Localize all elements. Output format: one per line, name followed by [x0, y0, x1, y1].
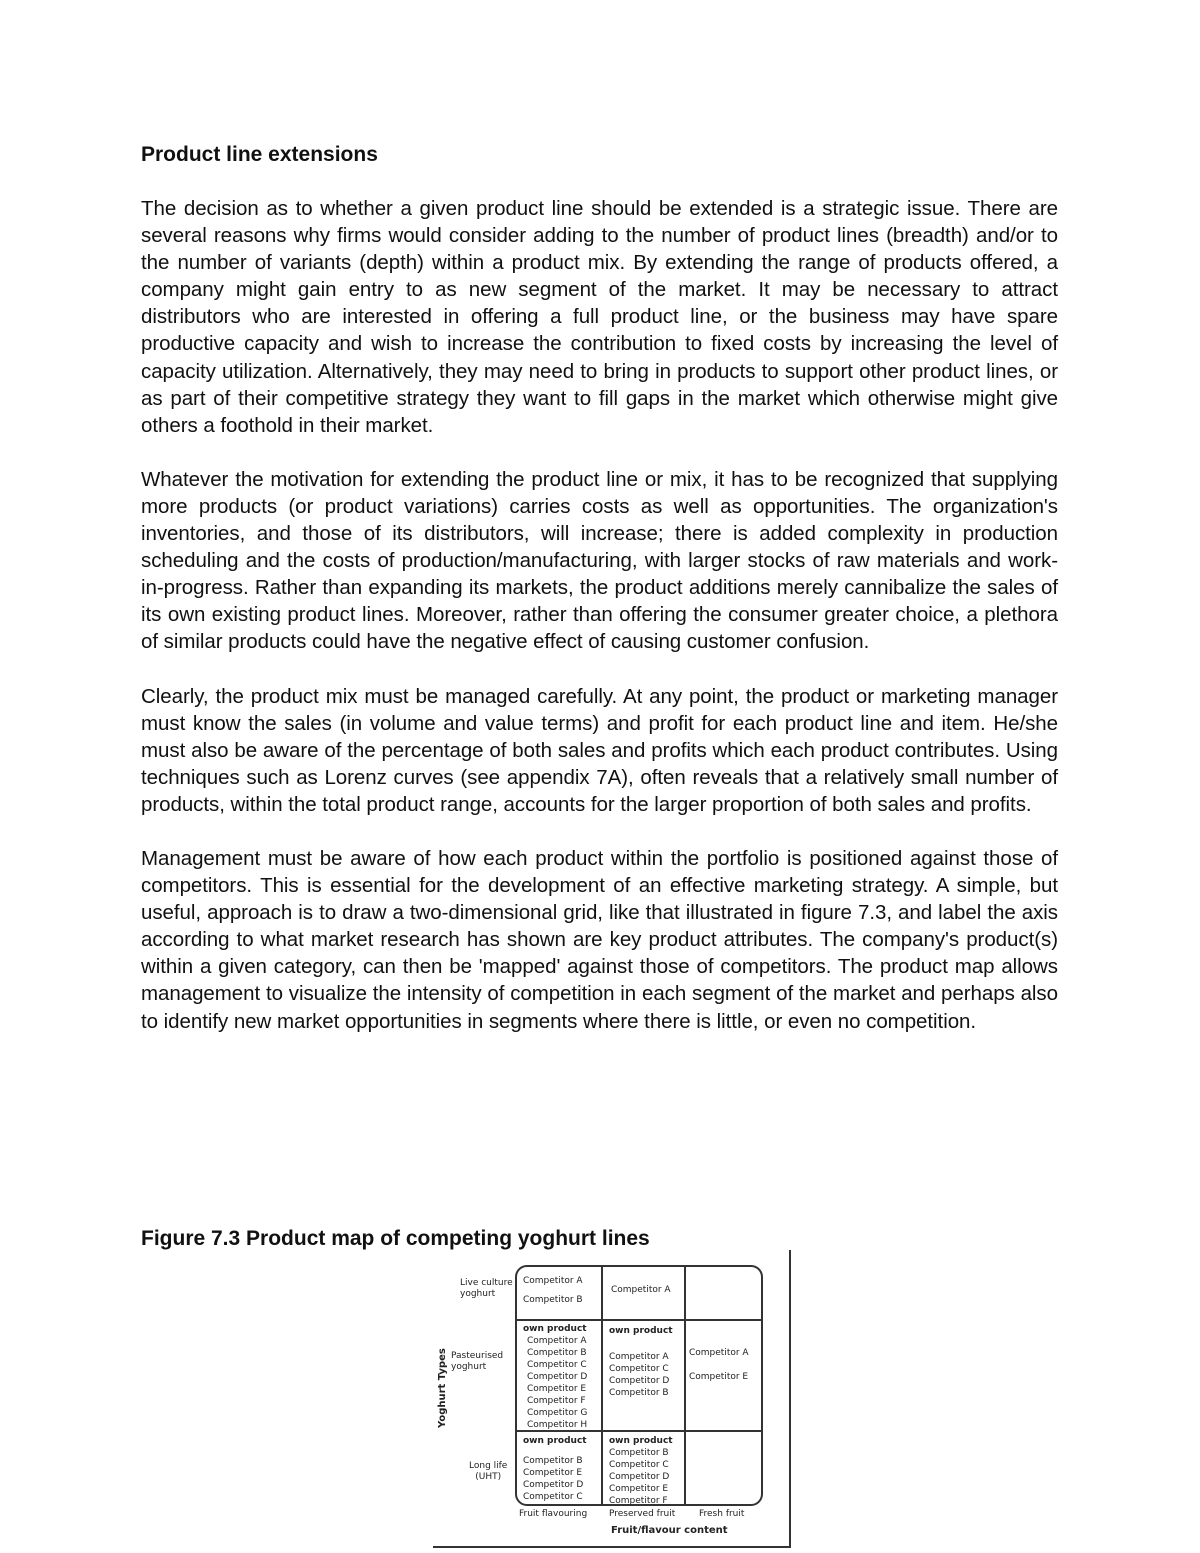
figure-border-right — [789, 1250, 791, 1548]
cell-pasteurised-fresh-fruit — [689, 1347, 749, 1383]
competitor-entry: Competitor D — [523, 1480, 584, 1490]
paragraph-3: Clearly, the product mix must be managed carefully. At any point, the product or marketing manager must know the sales (in volume and value terms) and profit for each product line and item. He/she must also be aware of the percentage of both sales and profits which each product contributes. Using techniques such as Lorenz curves (see appendix 7A), often reveals that a relatively small number of products, within the total product range, accounts for the larger proportion of both sales and profits. — [141, 684, 1058, 816]
column-label-preserved-fruit: Preserved fruit — [609, 1509, 676, 1519]
paragraph-1: The decision as to whether a given product line should be extended is a strategic issue. There are several reasons why firms would consider adding to the number of product lines (breadth) and/or to the number of variants (depth) within a product mix. By extending the range of products offered, a company might gain entry to as new segment of the market. It may be necessary to attract distributors who are interested in offering a full product line, or the business may have spare productive capacity and wish to increase the contribution to fixed costs by increasing the level of capacity utilization. Alternatively, they may need to bring in products to support other product lines, or as part of their competitive strategy they want to fill gaps in the market which otherwise might give others a foothold in their market. — [141, 197, 1058, 437]
competitor-entry: Competitor A — [523, 1276, 583, 1286]
competitor-entry: Competitor B — [609, 1388, 669, 1398]
section-heading: Product line extensions — [141, 143, 378, 166]
row-label-live-culture — [460, 1278, 513, 1300]
product-map-figure — [433, 1250, 793, 1550]
competitor-entry: Competitor E — [689, 1372, 749, 1382]
figure-caption: Figure 7.3 Product map of competing yoghurt lines — [141, 1227, 650, 1250]
x-axis-title: Fruit/flavour content — [611, 1525, 728, 1536]
row-label-line: yoghurt — [460, 1289, 496, 1299]
competitor-entry: Competitor A — [611, 1285, 671, 1295]
grid-divider — [684, 1267, 686, 1504]
competitor-entry: Competitor A — [689, 1348, 749, 1358]
competitor-entry: Competitor G — [527, 1408, 588, 1418]
own-product-entry: own product — [609, 1436, 673, 1446]
row-label-line: Pasteurised — [451, 1351, 504, 1361]
row-label-long-life — [469, 1461, 507, 1483]
competitor-entry: Competitor B — [523, 1295, 583, 1305]
competitor-entry: Competitor A — [527, 1336, 587, 1346]
cell-pasteurised-fruit-flavouring — [523, 1323, 587, 1431]
paragraph-2: Whatever the motivation for extending the product line or mix, it has to be recognized that supplying more products (or product variations) carries costs as well as opportunities. The organization's inventories, and those of its distributors, will increase; there is added complexity in production scheduling and the costs of production/manufacturing, with larger stocks of raw materials and work-in-progress. Rather than expanding its markets, the product additions merely cannibalize the sales of its own existing product lines. Moreover, rather than offering the consumer greater choice, a plethora of similar products could have the negative effect of causing customer confusion. — [141, 467, 1058, 654]
paragraph-4: Management must be aware of how each product within the portfolio is positioned against those of competitors. This is essential for the development of an effective marketing strategy. A simple, but useful, approach is to draw a two-dimensional grid, like that illustrated in figure 7.3, and label the axis according to what market research has shown are key product attributes. The company's product(s) within a given category, can then be 'mapped' against those of competitors. The product map allows management to visualize the intensity of competition in each segment of the market and perhaps also to identify new market opportunities in segments where there is little, or even no competition. — [141, 846, 1058, 1033]
column-label-fresh-fruit: Fresh fruit — [699, 1509, 745, 1519]
competitor-entry: Competitor E — [527, 1384, 587, 1394]
competitor-entry: Competitor C — [527, 1360, 587, 1370]
own-product-entry: own product — [523, 1436, 587, 1446]
competitor-entry: Competitor C — [609, 1364, 669, 1374]
y-axis-title: Yoghurt Types — [437, 1348, 448, 1428]
grid-divider — [517, 1319, 761, 1321]
competitor-entry: Competitor H — [527, 1420, 588, 1430]
grid-divider — [601, 1267, 603, 1504]
document-page — [141, 141, 1058, 1250]
row-label-line: Live culture — [460, 1278, 513, 1288]
competitor-entry: Competitor D — [609, 1472, 670, 1482]
competitor-entry: Competitor E — [523, 1468, 583, 1478]
figure-border-bottom — [433, 1546, 791, 1548]
competitor-entry: Competitor B — [527, 1348, 587, 1358]
own-product-entry: own product — [609, 1326, 673, 1336]
column-label-fruit-flavouring: Fruit flavouring — [519, 1509, 588, 1519]
competitor-entry: Competitor C — [609, 1460, 669, 1470]
product-map-grid — [515, 1265, 763, 1506]
competitor-entry: Competitor A — [609, 1352, 669, 1362]
cell-longlife-fruit-flavouring — [523, 1435, 587, 1503]
own-product-entry: own product — [523, 1324, 587, 1334]
competitor-entry: Competitor E — [609, 1484, 669, 1494]
row-label-pasteurised — [451, 1351, 503, 1373]
competitor-entry: Competitor C — [523, 1492, 583, 1502]
competitor-entry: Competitor D — [527, 1372, 588, 1382]
competitor-entry: Competitor B — [609, 1448, 669, 1458]
competitor-entry: Competitor F — [527, 1396, 586, 1406]
row-label-line: yoghurt — [451, 1362, 487, 1372]
cell-live-fruit-flavouring — [523, 1275, 583, 1306]
cell-pasteurised-preserved-fruit — [609, 1325, 673, 1399]
cell-live-preserved-fruit — [611, 1284, 671, 1296]
row-label-line: Long life — [469, 1461, 508, 1471]
competitor-entry: Competitor F — [609, 1496, 668, 1506]
row-label-line: (UHT) — [475, 1472, 502, 1482]
cell-longlife-preserved-fruit — [609, 1435, 673, 1507]
competitor-entry: Competitor D — [609, 1376, 670, 1386]
competitor-entry: Competitor B — [523, 1456, 583, 1466]
